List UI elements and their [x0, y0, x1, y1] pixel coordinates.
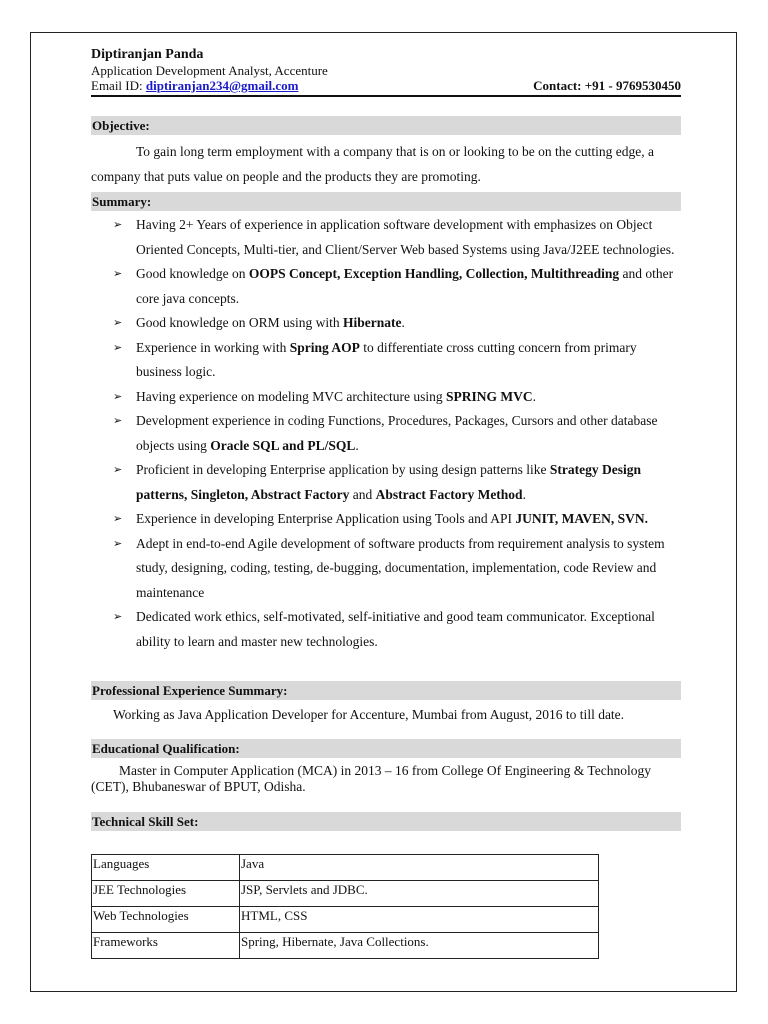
- table-row: [92, 855, 599, 881]
- skill-value: Java: [240, 855, 599, 881]
- arrow-bullet-icon: ➢: [113, 512, 123, 525]
- arrow-bullet-icon: ➢: [113, 536, 123, 550]
- summary-item: ➢ Good knowledge on OOPS Concept, Exception Handling, Collection, Multithreading and other core java concepts.: [91, 262, 681, 311]
- summary-item: ➢ Experience in working with Spring AOP to differentiate cross cutting concern from primary business logic.: [91, 336, 681, 385]
- arrow-bullet-icon: ➢: [113, 267, 123, 280]
- skill-category: JEE Technologies: [92, 881, 240, 907]
- summary-item: ➢ Good knowledge on ORM using with Hibernate.: [91, 311, 681, 336]
- skill-category: Frameworks: [92, 933, 240, 959]
- skill-value: HTML, CSS: [240, 907, 599, 933]
- summary-item: ➢ Adept in end-to-end Agile development of software products from requirement analysis to system study, designing, coding, testing, de-bugging, documentation, implementation, code Review and maintenance: [91, 532, 681, 606]
- arrow-bullet-icon: ➢: [113, 218, 123, 231]
- experience-text: Working as Java Application Developer for Accenture, Mumbai from August, 2016 to till date.: [113, 707, 625, 722]
- arrow-bullet-icon: ➢: [113, 463, 123, 476]
- email-label: Email ID:: [91, 78, 146, 93]
- skill-value: JSP, Servlets and JDBC.: [240, 881, 599, 907]
- table-row: [92, 907, 599, 933]
- table-row: [92, 881, 599, 907]
- skills-heading: Technical Skill Set:: [91, 812, 681, 831]
- skill-value: Spring, Hibernate, Java Collections.: [240, 933, 599, 959]
- summary-item: ➢ Development experience in coding Functions, Procedures, Packages, Cursors and other database objects using Oracle SQL and PL/SQL.: [91, 409, 681, 458]
- table-row: [92, 933, 599, 959]
- summary-item: ➢ Having 2+ Years of experience in application software development with emphasizes on Object Oriented Concepts, Multi-tier, and Client/Server Web based Systems using Java/J2EE technologies.: [91, 213, 681, 262]
- arrow-bullet-icon: ➢: [113, 389, 123, 403]
- arrow-bullet-icon: ➢: [113, 610, 123, 623]
- skill-category: Languages: [92, 855, 240, 881]
- objective-heading: Objective:: [91, 116, 681, 135]
- objective-line-2: company that puts value on people and the products they are promoting.: [91, 168, 481, 184]
- summary-item: ➢ Dedicated work ethics, self-motivated, self-initiative and good team communicator. Exceptional ability to learn and master new technologies.: [91, 605, 681, 654]
- contact-row: [91, 78, 681, 97]
- education-heading: Educational Qualification:: [91, 739, 681, 758]
- resume-header: [91, 47, 681, 97]
- arrow-bullet-icon: ➢: [113, 316, 123, 329]
- contact-phone: Contact: +91 - 9769530450: [533, 78, 681, 93]
- email-link[interactable]: diptiranjan234@gmail.com: [145, 78, 299, 93]
- arrow-bullet-icon: ➢: [113, 414, 123, 427]
- summary-item: ➢ Having experience on modeling MVC architecture using SPRING MVC.: [91, 385, 681, 410]
- education-text: Master in Computer Application (MCA) in 2013 – 16 from College Of Engineering & Technology (CET), Bhubaneswar of BPUT, Odisha.: [91, 763, 651, 794]
- objective-text: [91, 140, 681, 189]
- summary-item: ➢ Experience in developing Enterprise Application using Tools and API JUNIT, MAVEN, SVN.: [91, 507, 681, 532]
- experience-heading: Professional Experience Summary:: [91, 681, 681, 700]
- candidate-name: Diptiranjan Panda: [91, 47, 204, 62]
- summary-item: ➢ Proficient in developing Enterprise application by using design patterns like Strategy Design patterns, Singleton, Abstract Factory and Abstract Factory Method.: [91, 458, 681, 507]
- skills-table: [91, 854, 599, 959]
- summary-heading: Summary:: [91, 192, 681, 211]
- skill-category: Web Technologies: [92, 907, 240, 933]
- candidate-role: Application Development Analyst, Accenture: [91, 63, 328, 78]
- email-block: [91, 78, 298, 94]
- summary-list: [91, 213, 681, 654]
- objective-line-1: To gain long term employment with a company that is on or looking to be on the cutting edge, a: [136, 144, 654, 159]
- arrow-bullet-icon: ➢: [113, 340, 123, 354]
